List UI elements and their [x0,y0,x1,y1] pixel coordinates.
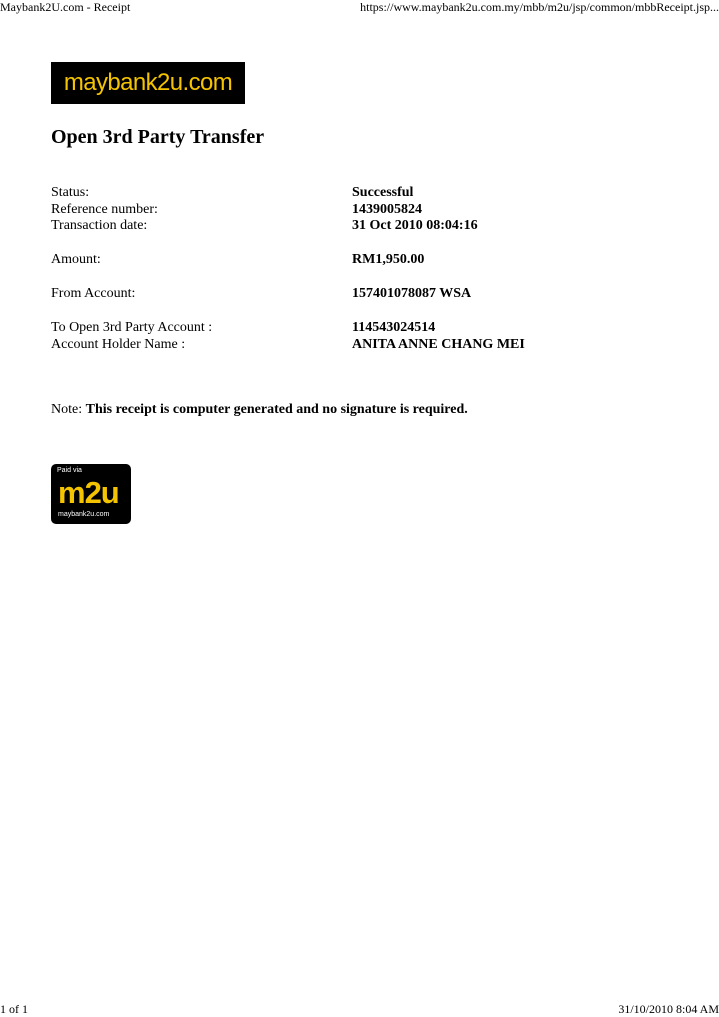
badge-site: maybank2u.com [58,511,110,518]
account-holder-value: ANITA ANNE CHANG MEI [352,337,525,352]
from-account-row [51,285,611,302]
status-label: Status: [51,185,90,200]
note-label: Note: [51,402,83,417]
note-text: This receipt is computer generated and no signature is required. [85,402,468,417]
amount-value: RM1,950.00 [352,252,425,267]
print-footer-timestamp: 31/10/2010 8:04 AM [618,1002,719,1016]
badge-m2u-mark: m2u [58,475,119,510]
account-holder-label: Account Holder Name : [51,337,186,352]
reference-label: Reference number: [51,202,158,217]
receipt-note [51,401,468,418]
reference-value: 1439005824 [352,202,422,217]
amount-row [51,251,611,268]
amount-label: Amount: [51,252,101,267]
from-account-value: 157401078087 WSA [352,286,472,301]
badge-paid-via: Paid via [57,467,82,474]
print-header-url: https://www.maybank2u.com.my/mbb/m2u/jsp/common/mbbReceipt.jsp... [360,0,719,14]
to-account-value: 114543024514 [352,320,436,335]
logo-text: maybank2u.com [63,69,233,96]
print-footer-page: 1 of 1 [0,1002,28,1016]
status-row [51,184,611,201]
reference-row [51,201,611,218]
transaction-date-value: 31 Oct 2010 08:04:16 [352,218,478,233]
print-header-title: Maybank2U.com - Receipt [0,0,131,14]
maybank2u-logo [51,62,245,104]
transaction-date-row [51,217,611,234]
to-account-row [51,319,611,336]
from-account-label: From Account: [51,286,136,301]
page-title: Open 3rd Party Transfer [51,126,265,148]
paid-via-m2u-badge [51,464,131,524]
to-account-label: To Open 3rd Party Account : [51,320,213,335]
status-value: Successful [352,185,414,200]
transaction-date-label: Transaction date: [51,218,148,233]
account-holder-row [51,336,611,353]
